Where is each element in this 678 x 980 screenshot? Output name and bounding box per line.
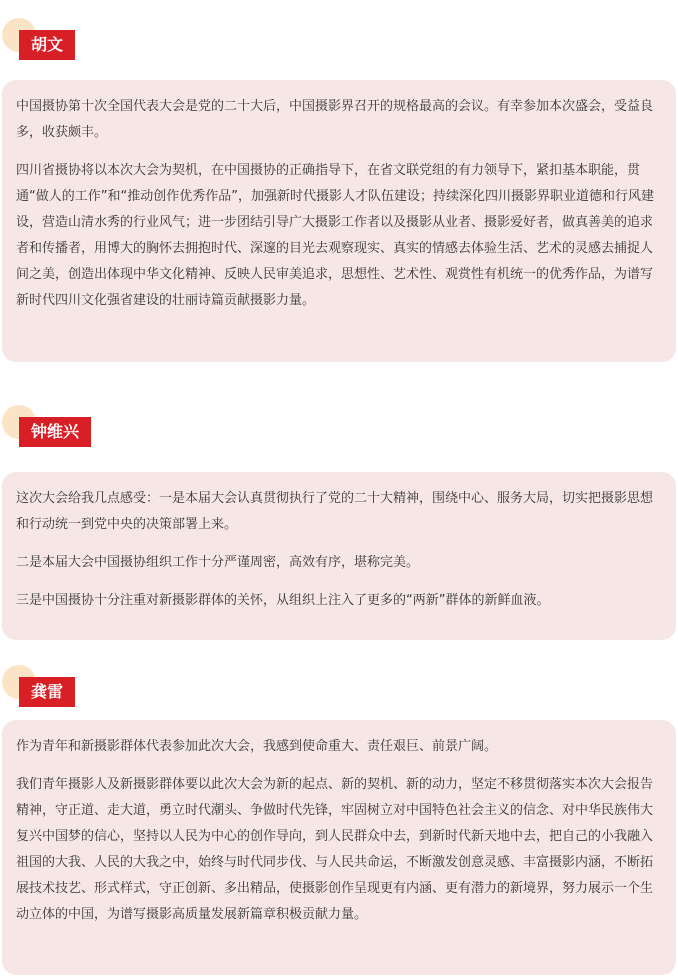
- speaker-name: 龚雷: [19, 677, 75, 707]
- speech-card: [2, 720, 676, 975]
- speech-paragraph: 三是中国摄协十分注重对新摄影群体的关怀，从组织上注入了更多的“两新”群体的新鲜血液。: [16, 593, 550, 608]
- speech-paragraph: 中国摄协第十次全国代表大会是党的二十大后，中国摄影界召开的规格最高的会议。有幸参加本次盛会，受益良多，收获颇丰。: [16, 99, 654, 140]
- speech-paragraph: 我们青年摄影人及新摄影群体要以此次大会为新的起点、新的契机、新的动力，坚定不移贯彻落实本次大会报告精神，守正道、走大道，勇立时代潮头、争做时代先锋，牢固树立对中国特色社会主义的信念、对中华民族伟大复兴中国梦的信心，坚持以人民为中心的创作导向，到人民群众中去，到新时代新天地中去，把自己的小我融入祖国的大我、人民的大我之中，始终与时代同步伐、与人民共命运，不断激发创意灵感、丰富摄影内涵，不断拓展技术技艺、形式样式，守正创新、多出精品，使摄影创作呈现更有内涵、更有潜力的新境界，努力展示一个生动立体的中国，为谱写摄影高质量发展新篇章积极贡献力量。: [16, 777, 654, 922]
- speaker-name: 钟维兴: [19, 417, 91, 447]
- speech-card: [2, 472, 676, 640]
- speech-paragraph: 二是本届大会中国摄协组织工作十分严谨周密，高效有序，堪称完美。: [16, 555, 420, 570]
- speech-paragraph: 这次大会给我几点感受：一是本届大会认真贯彻执行了党的二十大精神，围绕中心、服务大局，切实把摄影思想和行动统一到党中央的决策部署上来。: [16, 491, 654, 532]
- speaker-name: 胡文: [19, 30, 75, 60]
- speech-card: [2, 80, 676, 362]
- speech-paragraph: 四川省摄协将以本次大会为契机，在中国摄协的正确指导下，在省文联党组的有力领导下，紧扣基本职能，贯通“做人的工作”和“推动创作优秀作品”，加强新时代摄影人才队伍建设；持续深化四川摄影界职业道德和行风建设，营造山清水秀的行业风气；进一步团结引导广大摄影工作者以及摄影从业者、摄影爱好者，做真善美的追求者和传播者，用博大的胸怀去拥抱时代、深邃的目光去观察现实、真实的情感去体验生活、艺术的灵感去捕捉人间之美，创造出体现中华文化精神、反映人民审美追求，思想性、艺术性、观赏性有机统一的优秀作品，为谱写新时代四川文化强省建设的壮丽诗篇贡献摄影力量。: [16, 163, 654, 308]
- speech-paragraph: 作为青年和新摄影群体代表参加此次大会，我感到使命重大、责任艰巨、前景广阔。: [16, 739, 498, 754]
